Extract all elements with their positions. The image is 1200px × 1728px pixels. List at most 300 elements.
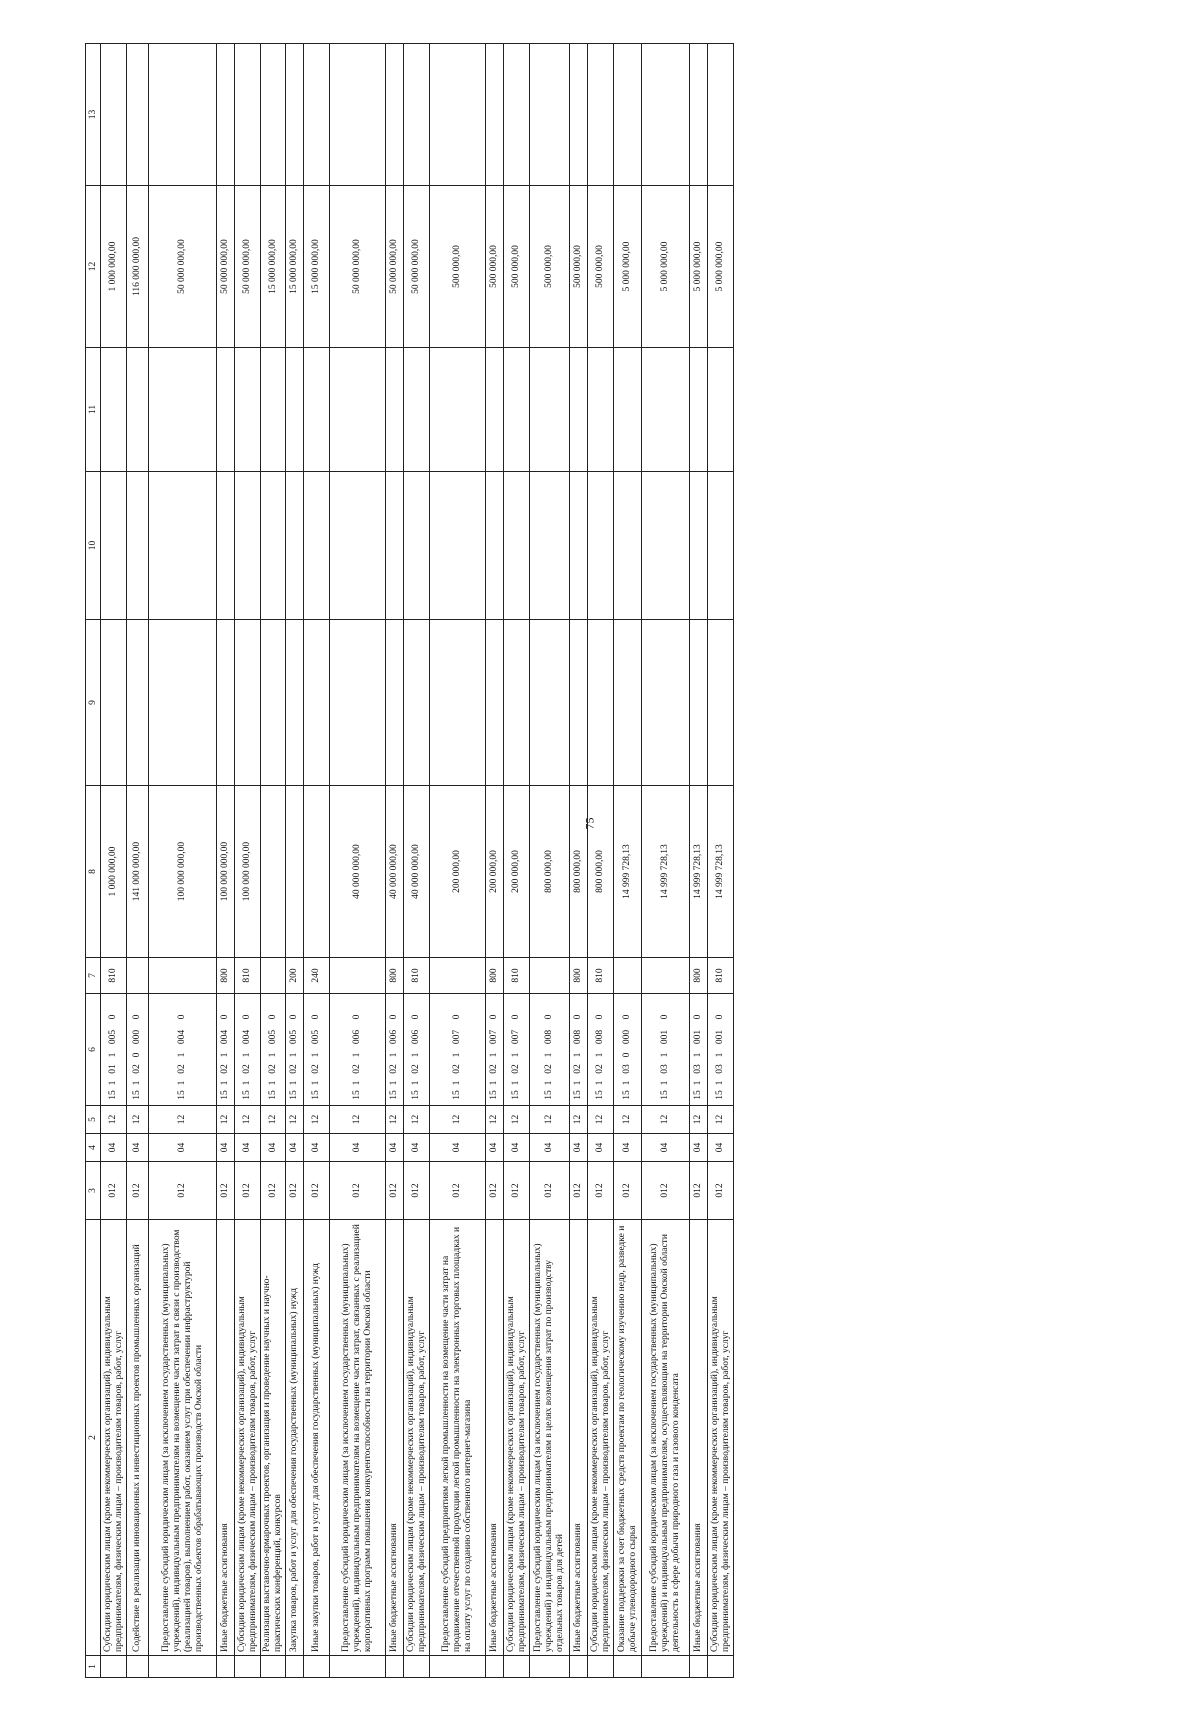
target-article-part: 001 [715, 1029, 725, 1045]
cell-col-11 [588, 348, 614, 472]
target-article-part: 15 [544, 1090, 554, 1100]
cell-amount-col8: 141 000 000,00 [127, 786, 149, 958]
target-article-part: 1 [289, 1052, 299, 1058]
target-article-part: 02 [544, 1064, 554, 1074]
cell-code-subsection: 12 [486, 1106, 504, 1134]
cell-col-1 [330, 1656, 386, 1678]
cell-amount-col8: 40 000 000,00 [404, 786, 430, 958]
cell-col-11 [304, 348, 330, 472]
cell-col-11 [149, 348, 217, 472]
column-header-8: 8 [86, 786, 101, 958]
cell-col-13 [286, 44, 304, 186]
cell-code-ministry: 012 [690, 1162, 708, 1220]
cell-name: Предоставление субсидий юридическим лицам (за исключением государственных (муниципальных) учреждений) и индивидуальным предпринимателям в целях возмещения затрат по производству отдельных товаров для детей [530, 1220, 570, 1656]
cell-code-subsection: 12 [642, 1106, 690, 1134]
target-article-part: 1 [389, 1052, 399, 1058]
cell-col-9 [690, 620, 708, 786]
cell-amount-col12: 5 000 000,00 [690, 186, 708, 348]
target-article-part: 004 [220, 1029, 230, 1045]
cell-code-section: 04 [235, 1134, 261, 1162]
cell-col-1 [642, 1656, 690, 1678]
cell-col-1 [149, 1656, 217, 1678]
cell-col-13 [404, 44, 430, 186]
cell-expense-type: 810 [404, 958, 430, 994]
target-article-part: 1 [267, 1080, 278, 1086]
target-article-part: 15 [132, 1090, 142, 1100]
cell-col-11 [101, 348, 127, 472]
cell-col-9 [127, 620, 149, 786]
cell-code-section: 04 [614, 1134, 642, 1162]
cell-name: Субсидии юридическим лицам (кроме некоммерческих организаций), индивидуальным предпринимателям, физическим лицам – производителям товаров, работ, услуг [588, 1220, 614, 1656]
target-article-part: 15 [289, 1090, 299, 1100]
cell-col-1 [404, 1656, 430, 1678]
target-article-part: 1 [177, 1052, 187, 1058]
cell-name: Оказание поддержки за счет бюджетных средств проектам по геологическому изучению недр, разведке и добыче углеводородного сырья [614, 1220, 642, 1656]
cell-col-10 [614, 472, 642, 620]
target-article-part: 02 [389, 1064, 399, 1074]
target-article-part: 1 [411, 1080, 421, 1086]
cell-col-1 [690, 1656, 708, 1678]
cell-name: Иные бюджетные ассигнования [217, 1220, 235, 1656]
cell-amount-col8: 14 999 728,13 [614, 786, 642, 958]
target-article-part: 02 [132, 1064, 142, 1074]
cell-code-ministry: 012 [642, 1162, 690, 1220]
cell-amount-col12: 500 000,00 [486, 186, 504, 348]
target-article-part: 0 [452, 1014, 462, 1020]
cell-col-13 [588, 44, 614, 186]
cell-col-11 [570, 348, 588, 472]
cell-code-subsection: 12 [570, 1106, 588, 1134]
cell-code-subsection: 12 [404, 1106, 430, 1134]
cell-amount-col12: 50 000 000,00 [235, 186, 261, 348]
cell-code-section: 04 [217, 1134, 235, 1162]
cell-target-article [588, 994, 614, 1106]
target-article-part: 03 [660, 1064, 670, 1074]
column-header-12: 12 [86, 186, 101, 348]
cell-code-subsection: 12 [330, 1106, 386, 1134]
cell-expense-type [614, 958, 642, 994]
cell-code-ministry: 012 [430, 1162, 486, 1220]
cell-code-subsection: 12 [708, 1106, 734, 1134]
cell-col-13 [614, 44, 642, 186]
cell-expense-type [127, 958, 149, 994]
cell-code-ministry: 012 [304, 1162, 330, 1220]
cell-code-ministry: 012 [708, 1162, 734, 1220]
cell-col-1 [127, 1656, 149, 1678]
cell-name: Иные бюджетные ассигнования [386, 1220, 404, 1656]
column-header-7: 7 [86, 958, 101, 994]
cell-col-9 [430, 620, 486, 786]
table-row [588, 44, 614, 1678]
target-article-part: 0 [715, 1014, 725, 1020]
cell-col-11 [530, 348, 570, 472]
cell-col-9 [149, 620, 217, 786]
target-article-part: 0 [132, 1014, 142, 1020]
cell-code-ministry: 012 [235, 1162, 261, 1220]
target-article-part: 008 [573, 1029, 583, 1045]
cell-amount-col8 [286, 786, 304, 958]
cell-code-subsection: 12 [430, 1106, 486, 1134]
cell-col-1 [217, 1656, 235, 1678]
cell-col-1 [304, 1656, 330, 1678]
target-article-part: 1 [660, 1080, 670, 1086]
table-row [430, 44, 486, 1678]
cell-expense-type: 810 [235, 958, 261, 994]
cell-col-10 [261, 472, 286, 620]
column-header-10: 10 [86, 472, 101, 620]
target-article-part: 004 [177, 1029, 187, 1045]
cell-name: Предоставление субсидий юридическим лицам (за исключением государственных (муниципальных) учреждений) и индивидуальным предпринимателям, осуществляющим на территории Омской области деятельность в сфере добычи природного газа и газового конденсата [642, 1220, 690, 1656]
table-row [486, 44, 504, 1678]
cell-col-1 [261, 1656, 286, 1678]
target-article-part: 1 [715, 1052, 725, 1058]
target-article-part: 02 [489, 1064, 499, 1074]
column-header-4: 4 [86, 1134, 101, 1162]
cell-col-9 [404, 620, 430, 786]
cell-code-subsection: 12 [386, 1106, 404, 1134]
column-header-13: 13 [86, 44, 101, 186]
target-article-part: 02 [452, 1064, 462, 1074]
target-article-part: 0 [622, 1014, 632, 1020]
cell-col-9 [235, 620, 261, 786]
cell-amount-col8: 200 000,00 [430, 786, 486, 958]
target-article-part: 1 [311, 1080, 321, 1086]
cell-name: Субсидии юридическим лицам (кроме некоммерческих организаций), индивидуальным предпринимателям, физическим лицам – производителям товаров, работ, услуг [101, 1220, 127, 1656]
cell-name: Субсидии юридическим лицам (кроме некоммерческих организаций), индивидуальным предпринимателям, физическим лицам – производителям товаров, работ, услуг [504, 1220, 530, 1656]
cell-col-11 [330, 348, 386, 472]
table-row [504, 44, 530, 1678]
cell-expense-type: 800 [217, 958, 235, 994]
table-row [235, 44, 261, 1678]
cell-col-10 [708, 472, 734, 620]
target-article-part: 1 [132, 1080, 142, 1086]
target-article-part: 000 [132, 1029, 142, 1045]
cell-code-section: 04 [404, 1134, 430, 1162]
cell-amount-col8: 100 000 000,00 [235, 786, 261, 958]
target-article-part: 1 [452, 1080, 462, 1086]
cell-target-article [386, 994, 404, 1106]
cell-expense-type: 800 [690, 958, 708, 994]
target-article-part: 01 [108, 1064, 118, 1074]
cell-col-13 [101, 44, 127, 186]
cell-col-11 [386, 348, 404, 472]
target-article-part: 1 [693, 1080, 703, 1086]
target-article-part: 1 [311, 1052, 321, 1058]
cell-col-13 [149, 44, 217, 186]
cell-col-11 [690, 348, 708, 472]
target-article-part: 15 [660, 1090, 670, 1100]
target-article-part: 15 [177, 1090, 187, 1100]
cell-expense-type: 200 [286, 958, 304, 994]
cell-target-article [235, 994, 261, 1106]
cell-code-ministry: 012 [404, 1162, 430, 1220]
cell-col-1 [486, 1656, 504, 1678]
cell-target-article [486, 994, 504, 1106]
target-article-part: 02 [177, 1064, 187, 1074]
target-article-part: 1 [544, 1080, 554, 1086]
cell-target-article [149, 994, 217, 1106]
target-article-part: 02 [511, 1064, 521, 1074]
cell-name: Субсидии юридическим лицам (кроме некоммерческих организаций), индивидуальным предпринимателям, физическим лицам – производителям товаров, работ, услуг [235, 1220, 261, 1656]
cell-col-10 [404, 472, 430, 620]
target-article-part: 0 [544, 1014, 554, 1020]
cell-code-ministry: 012 [330, 1162, 386, 1220]
cell-amount-col8: 14 999 728,13 [690, 786, 708, 958]
cell-amount-col12: 5 000 000,00 [642, 186, 690, 348]
cell-code-section: 04 [690, 1134, 708, 1162]
column-header-1: 1 [86, 1656, 101, 1678]
cell-col-10 [570, 472, 588, 620]
target-article-part: 1 [693, 1052, 703, 1058]
cell-amount-col12: 500 000,00 [430, 186, 486, 348]
cell-code-ministry: 012 [570, 1162, 588, 1220]
target-article-part: 1 [715, 1080, 725, 1086]
cell-code-subsection: 12 [235, 1106, 261, 1134]
cell-target-article [127, 994, 149, 1106]
cell-expense-type [330, 958, 386, 994]
cell-name: Реализация выставочно-ярмарочных проектов, организация и проведение научных и научно-практических конференций, конкурсов [261, 1220, 286, 1656]
cell-col-9 [708, 620, 734, 786]
cell-name: Предоставление субсидий предприятиям легкой промышленности на возмещение части затрат на продвижение отечественной продукции легкой промышленности на электронных торговых площадках и на оплату услуг по созданию собственного интернет-магазина [430, 1220, 486, 1656]
target-article-part: 000 [622, 1029, 632, 1045]
cell-col-10 [286, 472, 304, 620]
cell-col-10 [101, 472, 127, 620]
cell-code-ministry: 012 [101, 1162, 127, 1220]
cell-col-10 [330, 472, 386, 620]
cell-target-article [642, 994, 690, 1106]
table-row [530, 44, 570, 1678]
cell-col-1 [504, 1656, 530, 1678]
table-row [404, 44, 430, 1678]
target-article-part: 15 [352, 1090, 362, 1100]
cell-amount-col8 [261, 786, 286, 958]
cell-col-9 [286, 620, 304, 786]
target-article-part: 03 [715, 1064, 725, 1074]
cell-col-13 [690, 44, 708, 186]
target-article-part: 0 [267, 1014, 278, 1020]
table-row [330, 44, 386, 1678]
column-header-2: 2 [86, 1220, 101, 1656]
target-article-part: 15 [220, 1090, 230, 1100]
table-row [386, 44, 404, 1678]
target-article-part: 15 [311, 1090, 321, 1100]
cell-code-ministry: 012 [486, 1162, 504, 1220]
cell-target-article [570, 994, 588, 1106]
cell-name: Закупка товаров, работ и услуг для обеспечения государственных (муниципальных) нужд [286, 1220, 304, 1656]
cell-col-11 [614, 348, 642, 472]
cell-target-article [101, 994, 127, 1106]
cell-code-section: 04 [642, 1134, 690, 1162]
target-article-part: 02 [595, 1064, 605, 1074]
table-row [304, 44, 330, 1678]
cell-amount-col12: 50 000 000,00 [404, 186, 430, 348]
table-row [614, 44, 642, 1678]
cell-col-9 [588, 620, 614, 786]
cell-code-section: 04 [708, 1134, 734, 1162]
cell-col-11 [404, 348, 430, 472]
cell-col-9 [101, 620, 127, 786]
cell-target-article [690, 994, 708, 1106]
cell-col-9 [217, 620, 235, 786]
target-article-part: 15 [511, 1090, 521, 1100]
cell-name: Содействие в реализации инновационных и инвестиционных проектов промышленных организаций [127, 1220, 149, 1656]
target-article-part: 0 [108, 1014, 118, 1020]
cell-expense-type: 810 [588, 958, 614, 994]
cell-amount-col12: 116 000 000,00 [127, 186, 149, 348]
cell-col-9 [504, 620, 530, 786]
cell-amount-col12: 15 000 000,00 [304, 186, 330, 348]
table-row [149, 44, 217, 1678]
cell-col-13 [330, 44, 386, 186]
target-article-part: 1 [177, 1080, 187, 1086]
cell-amount-col12: 15 000 000,00 [261, 186, 286, 348]
cell-col-13 [386, 44, 404, 186]
cell-col-11 [642, 348, 690, 472]
cell-col-13 [530, 44, 570, 186]
cell-code-ministry: 012 [149, 1162, 217, 1220]
cell-amount-col12: 5 000 000,00 [708, 186, 734, 348]
cell-amount-col12: 50 000 000,00 [330, 186, 386, 348]
target-article-part: 02 [267, 1064, 278, 1074]
cell-col-11 [217, 348, 235, 472]
cell-expense-type: 810 [101, 958, 127, 994]
rotated-page [85, 44, 1200, 1678]
cell-amount-col8: 14 999 728,13 [642, 786, 690, 958]
target-article-part: 0 [693, 1014, 703, 1020]
target-article-part: 15 [622, 1090, 632, 1100]
cell-amount-col8: 40 000 000,00 [386, 786, 404, 958]
cell-target-article [261, 994, 286, 1106]
target-article-part: 1 [242, 1080, 252, 1086]
cell-amount-col8: 800 000,00 [530, 786, 570, 958]
cell-name: Предоставление субсидий юридическим лицам (за исключением государственных (муниципальных) учреждений), индивидуальным предпринимателям на возмещение части затрат, связанных с реализацией корпоративных программ повышения конкурентоспособности на территории Омской области [330, 1220, 386, 1656]
cell-expense-type: 810 [708, 958, 734, 994]
cell-code-ministry: 012 [386, 1162, 404, 1220]
cell-code-ministry: 012 [588, 1162, 614, 1220]
cell-amount-col12: 1 000 000,00 [101, 186, 127, 348]
cell-amount-col12: 50 000 000,00 [386, 186, 404, 348]
cell-code-ministry: 012 [614, 1162, 642, 1220]
cell-expense-type [430, 958, 486, 994]
target-article-part: 15 [693, 1090, 703, 1100]
cell-code-section: 04 [101, 1134, 127, 1162]
cell-name: Иные бюджетные ассигнования [690, 1220, 708, 1656]
cell-col-1 [430, 1656, 486, 1678]
cell-col-13 [235, 44, 261, 186]
target-article-part: 1 [220, 1080, 230, 1086]
cell-col-13 [570, 44, 588, 186]
cell-col-10 [690, 472, 708, 620]
target-article-part: 15 [573, 1090, 583, 1100]
cell-code-subsection: 12 [304, 1106, 330, 1134]
table-row [217, 44, 235, 1678]
cell-code-subsection: 12 [217, 1106, 235, 1134]
cell-expense-type [261, 958, 286, 994]
cell-amount-col8: 200 000,00 [486, 786, 504, 958]
cell-col-11 [286, 348, 304, 472]
table-row [642, 44, 690, 1678]
cell-code-section: 04 [286, 1134, 304, 1162]
table-row [286, 44, 304, 1678]
target-article-part: 0 [289, 1014, 299, 1020]
target-article-part: 15 [452, 1090, 462, 1100]
cell-target-article [430, 994, 486, 1106]
cell-name: Иные закупки товаров, работ и услуг для обеспечения государственных (муниципальных) нужд [304, 1220, 330, 1656]
cell-target-article [530, 994, 570, 1106]
target-article-part: 007 [489, 1029, 499, 1045]
cell-col-1 [588, 1656, 614, 1678]
cell-col-10 [486, 472, 504, 620]
cell-col-9 [261, 620, 286, 786]
target-article-part: 005 [108, 1029, 118, 1045]
target-article-part: 1 [267, 1052, 278, 1058]
target-article-part: 001 [660, 1029, 670, 1045]
cell-code-ministry: 012 [286, 1162, 304, 1220]
cell-expense-type: 800 [386, 958, 404, 994]
cell-amount-col8 [304, 786, 330, 958]
cell-code-section: 04 [588, 1134, 614, 1162]
cell-col-10 [430, 472, 486, 620]
cell-amount-col8: 800 000,00 [570, 786, 588, 958]
cell-col-1 [235, 1656, 261, 1678]
target-article-part: 1 [595, 1052, 605, 1058]
cell-name: Иные бюджетные ассигнования [486, 1220, 504, 1656]
target-article-part: 02 [352, 1064, 362, 1074]
cell-target-article [217, 994, 235, 1106]
cell-code-section: 04 [430, 1134, 486, 1162]
cell-col-11 [504, 348, 530, 472]
cell-col-13 [430, 44, 486, 186]
target-article-part: 03 [622, 1064, 632, 1074]
target-article-part: 15 [389, 1090, 399, 1100]
target-article-part: 006 [411, 1029, 421, 1045]
cell-col-13 [486, 44, 504, 186]
cell-code-ministry: 012 [504, 1162, 530, 1220]
cell-code-subsection: 12 [127, 1106, 149, 1134]
target-article-part: 0 [622, 1052, 632, 1058]
target-article-part: 0 [489, 1014, 499, 1020]
cell-code-section: 04 [149, 1134, 217, 1162]
table-row [570, 44, 588, 1678]
target-article-part: 004 [242, 1029, 252, 1045]
target-article-part: 005 [267, 1029, 278, 1045]
cell-col-9 [530, 620, 570, 786]
cell-name: Предоставление субсидий юридическим лицам (за исключением государственных (муниципальных) учреждений), индивидуальным предпринимателям на возмещение части затрат в связи с производством (реализацией товаров), выполнением работ, оказанием услуг при обеспечении инфраструктурой производственных объектов обрабатывающих производств Омской области [149, 1220, 217, 1656]
target-article-part: 15 [411, 1090, 421, 1100]
table-row [690, 44, 708, 1678]
cell-col-10 [504, 472, 530, 620]
cell-col-9 [486, 620, 504, 786]
cell-col-11 [708, 348, 734, 472]
target-article-part: 1 [108, 1052, 118, 1058]
cell-col-11 [235, 348, 261, 472]
cell-amount-col12: 500 000,00 [504, 186, 530, 348]
target-article-part: 1 [573, 1052, 583, 1058]
cell-col-10 [386, 472, 404, 620]
cell-col-10 [127, 472, 149, 620]
column-header-6: 6 [86, 994, 101, 1106]
column-header-5: 5 [86, 1106, 101, 1134]
target-article-part: 001 [693, 1029, 703, 1045]
target-article-part: 15 [242, 1090, 252, 1100]
target-article-part: 1 [622, 1080, 632, 1086]
cell-target-article [286, 994, 304, 1106]
cell-code-ministry: 012 [127, 1162, 149, 1220]
page-number: 75 [582, 817, 597, 830]
target-article-part: 1 [511, 1080, 521, 1086]
cell-amount-col8: 200 000,00 [504, 786, 530, 958]
cell-code-ministry: 012 [530, 1162, 570, 1220]
